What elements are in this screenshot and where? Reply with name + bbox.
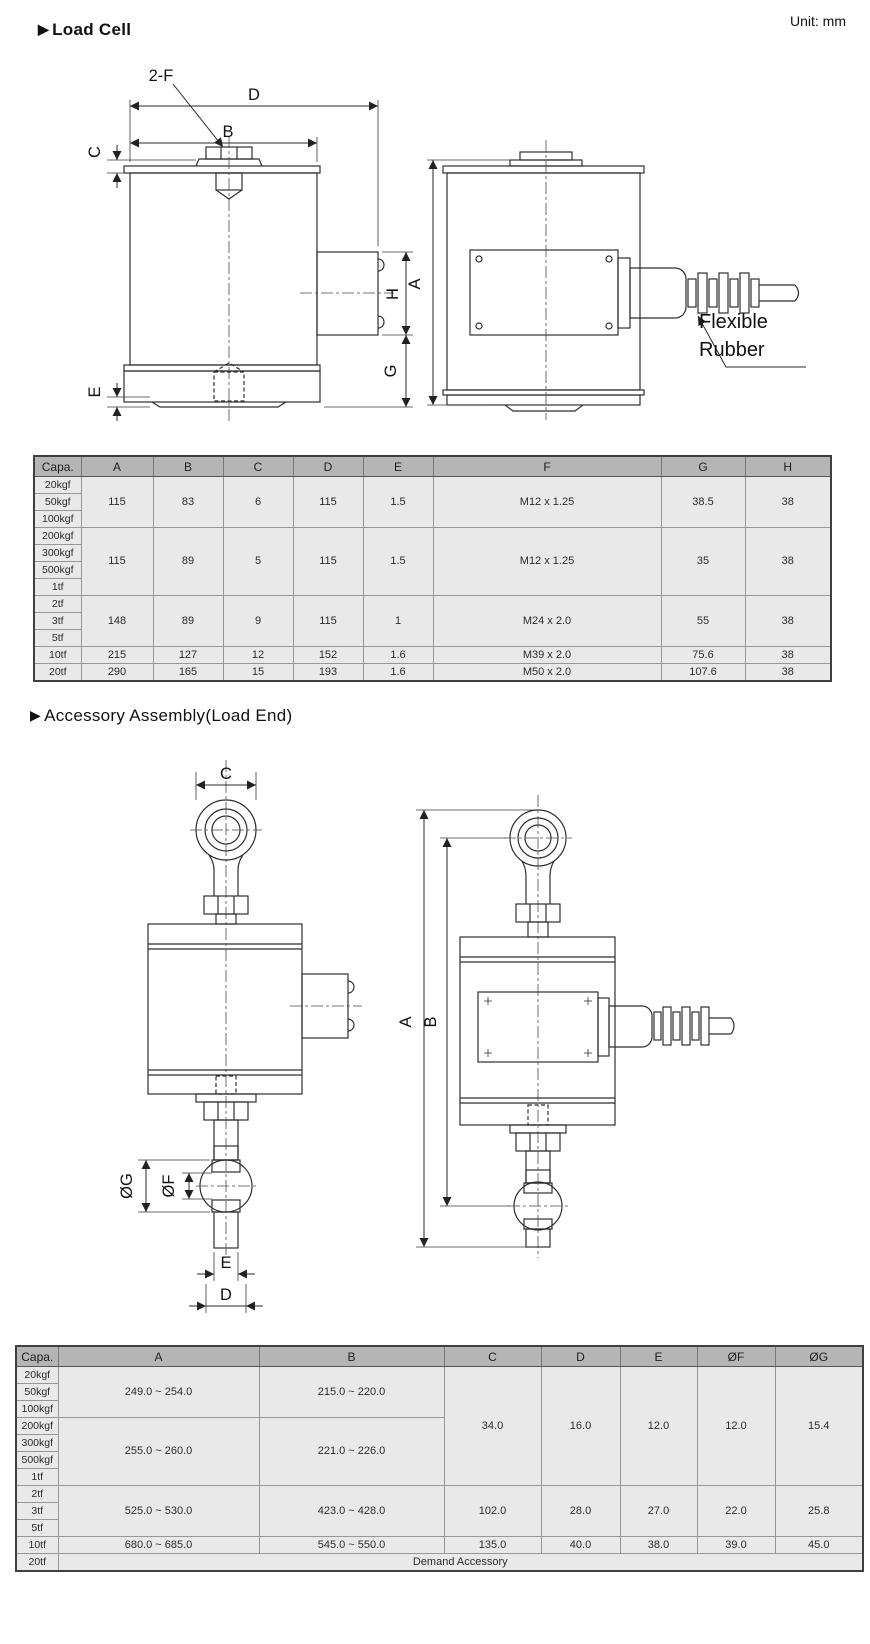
header-cell: B [259,1346,444,1367]
table-row [34,528,831,545]
dim-label-c: C [86,146,104,158]
capacity-cell: 3tf [16,1503,58,1520]
header-cell: E [363,456,433,477]
dim-label-b: B [422,1016,440,1028]
value-cell: 255.0 ~ 260.0 [58,1418,259,1486]
value-cell: 28.0 [541,1486,620,1537]
value-cell: 127 [153,647,223,664]
table-row [16,1486,863,1503]
dim-label-of: ØF [160,1174,178,1198]
dim-label-a: A [397,1016,415,1028]
value-cell: 1.6 [363,647,433,664]
dimension-lines [146,785,447,1306]
value-cell: 89 [153,596,223,647]
value-cell: 135.0 [444,1537,541,1554]
capacity-cell: 20tf [16,1554,58,1572]
value-cell: 423.0 ~ 428.0 [259,1486,444,1537]
value-cell: 5 [223,528,293,596]
flexible-rubber-cable [688,273,799,313]
extension-lines [107,100,544,407]
value-cell: 1.5 [363,528,433,596]
extension-lines [138,772,545,1313]
dim-label-2f: 2-F [148,67,174,85]
value-cell: 1.5 [363,477,433,528]
value-cell: 38 [745,647,831,664]
value-cell: M50 x 2.0 [433,664,661,682]
capacity-cell: 500kgf [34,562,81,579]
value-cell: 249.0 ~ 254.0 [58,1367,259,1418]
value-cell: 165 [153,664,223,682]
value-cell: 15.4 [775,1367,863,1486]
flexible-rubber-label-line2: Rubber [699,339,765,361]
value-cell: 83 [153,477,223,528]
value-cell: 27.0 [620,1486,697,1537]
section-title-accessory [30,706,292,726]
dim-label-h: H [384,288,402,300]
value-cell: 38 [745,528,831,596]
value-cell: 193 [293,664,363,682]
capacity-cell: 5tf [34,630,81,647]
dim-label-a: A [406,278,424,290]
value-cell: 38 [745,664,831,682]
value-cell: 9 [223,596,293,647]
header-cell: E [620,1346,697,1367]
value-cell: 38.0 [620,1537,697,1554]
value-cell: 75.6 [661,647,745,664]
dim-label-d: D [220,1286,232,1304]
capacity-cell: 300kgf [34,545,81,562]
value-cell: 545.0 ~ 550.0 [259,1537,444,1554]
value-cell: 115 [293,528,363,596]
value-cell: M24 x 2.0 [433,596,661,647]
value-cell: 12 [223,647,293,664]
section-title-load-cell [38,20,131,40]
table-header-row [16,1346,863,1367]
capacity-cell: 500kgf [16,1452,58,1469]
load-cell-front-view [124,147,384,407]
table-row [16,1554,863,1572]
header-cell: G [661,456,745,477]
value-cell: 102.0 [444,1486,541,1537]
value-cell: 55 [661,596,745,647]
load-cell-drawing [0,55,870,433]
accessory-assembly-drawing [0,735,870,1340]
header-cell: C [223,456,293,477]
capacity-cell: 300kgf [16,1435,58,1452]
value-cell: 115 [293,596,363,647]
dim-label-c: C [220,765,232,783]
value-cell: 25.8 [775,1486,863,1537]
table-row [34,647,831,664]
value-cell: 35 [661,528,745,596]
header-cell: ØF [697,1346,775,1367]
capacity-cell: 20kgf [34,477,81,494]
value-cell: M12 x 1.25 [433,528,661,596]
header-cell: A [81,456,153,477]
triangle-bullet-icon: ▶ [30,707,42,723]
value-cell: M12 x 1.25 [433,477,661,528]
capacity-cell: 50kgf [34,494,81,511]
value-cell: 680.0 ~ 685.0 [58,1537,259,1554]
table-row [16,1367,863,1384]
value-cell: 16.0 [541,1367,620,1486]
value-cell: 215 [81,647,153,664]
value-cell: 45.0 [775,1537,863,1554]
flexible-rubber-label-line1: Flexible [699,311,768,333]
table-header-row [34,456,831,477]
header-cell: H [745,456,831,477]
table-row [16,1537,863,1554]
load-cell-dimension-table [33,455,832,682]
value-cell: 38 [745,477,831,528]
capacity-cell: 3tf [34,613,81,630]
dim-label-g: G [382,364,400,378]
capacity-cell: 200kgf [16,1418,58,1435]
value-cell: 89 [153,528,223,596]
value-cell: 525.0 ~ 530.0 [58,1486,259,1537]
value-cell: 22.0 [697,1486,775,1537]
header-cell: Capa. [16,1346,58,1367]
demand-accessory-cell: Demand Accessory [58,1554,863,1572]
value-cell: 39.0 [697,1537,775,1554]
value-cell: 115 [81,528,153,596]
dim-label-e: E [220,1254,232,1272]
value-cell: 290 [81,664,153,682]
table-row [34,477,831,494]
value-cell: 152 [293,647,363,664]
capacity-cell: 50kgf [16,1384,58,1401]
header-cell: A [58,1346,259,1367]
value-cell: 15 [223,664,293,682]
value-cell: 107.6 [661,664,745,682]
capacity-cell: 20tf [34,664,81,682]
capacity-cell: 10tf [16,1537,58,1554]
value-cell: 12.0 [697,1367,775,1486]
header-cell: C [444,1346,541,1367]
value-cell: 1 [363,596,433,647]
capacity-cell: 200kgf [34,528,81,545]
table-row [34,664,831,682]
value-cell: 1.6 [363,664,433,682]
value-cell: 40.0 [541,1537,620,1554]
accessory-dimension-table [15,1345,864,1572]
dim-label-og: ØG [118,1173,136,1199]
header-cell: F [433,456,661,477]
value-cell: 115 [81,477,153,528]
accessory-front-view [148,800,354,1248]
value-cell: 148 [81,596,153,647]
value-cell: 34.0 [444,1367,541,1486]
header-cell: ØG [775,1346,863,1367]
value-cell: 38 [745,596,831,647]
capacity-cell: 20kgf [16,1367,58,1384]
value-cell: 6 [223,477,293,528]
capacity-cell: 10tf [34,647,81,664]
flexible-rubber-cable [654,1007,734,1045]
unit-label: Unit: mm [790,13,846,29]
capacity-cell: 1tf [34,579,81,596]
capacity-cell: 1tf [16,1469,58,1486]
triangle-bullet-icon: ▶ [38,21,50,37]
header-cell: D [541,1346,620,1367]
value-cell: 215.0 ~ 220.0 [259,1367,444,1418]
header-cell: D [293,456,363,477]
value-cell: 38.5 [661,477,745,528]
dim-label-e: E [86,386,104,398]
capacity-cell: 2tf [34,596,81,613]
capacity-cell: 5tf [16,1520,58,1537]
value-cell: 12.0 [620,1367,697,1486]
dim-label-b: B [222,123,234,141]
dim-label-d: D [248,86,260,104]
capacity-cell: 100kgf [16,1401,58,1418]
table-row [34,596,831,613]
load-cell-side-view [443,152,799,411]
value-cell: 115 [293,477,363,528]
value-cell: 221.0 ~ 226.0 [259,1418,444,1486]
section-title-text: Load Cell [52,20,132,39]
section-title-text: Accessory Assembly(Load End) [44,706,293,725]
capacity-cell: 100kgf [34,511,81,528]
capacity-cell: 2tf [16,1486,58,1503]
accessory-side-view [460,810,734,1247]
value-cell: M39 x 2.0 [433,647,661,664]
header-cell: B [153,456,223,477]
header-cell: Capa. [34,456,81,477]
